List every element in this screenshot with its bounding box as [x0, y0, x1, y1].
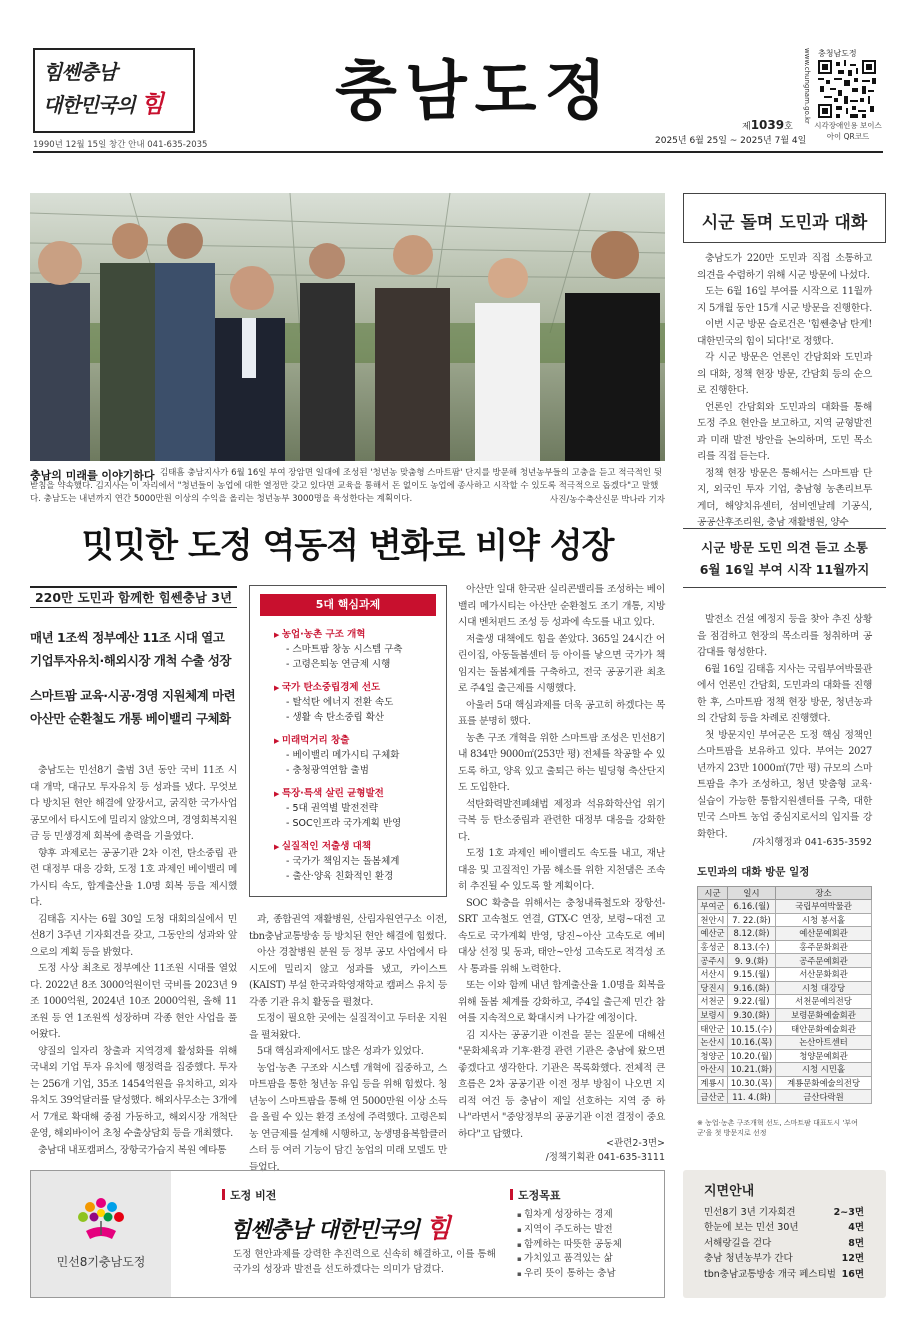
list-item: ▪ 함께하는 따뜻한 공동체 — [517, 1238, 622, 1253]
toc-item[interactable]: 한눈에 보는 민선 30년 4면 — [704, 1222, 864, 1234]
table-cell: 홍성군 — [698, 940, 728, 954]
table-cell: 천안시 — [698, 913, 728, 927]
sidebar-contact: /자치행정과 041-635-3592 — [752, 837, 872, 848]
core-tasks-box — [249, 585, 447, 897]
article-column-2: 과, 종합권역 재활병원, 산림자원연구소 이전, tbn충남교통방송 등 방치된 현안 해결에 힘썼다. 아산 경찰병원 분원 등 정부 공모 사업에서 타시도에 밀리지 않고 성과를 냈고, 카이스트(KAIST) 부설 한국과학영재학교 캠퍼스 유치 등 각종 기관 유치 활동을 펼쳤다. 도정이 필요한 곳에는 실질적이고 두터운 지원을 펼쳐왔다. 5대 핵심과제에서도 많은 성과가 있었다. 농업·농촌 구조와 시스템 개혁에 집중하고, 스마트팜을 통한 청년농 유입 등을 위해 힘썼다. 청년농이 스마트팜을 통해 연 5000만원 이상 소득을 올릴 수 있는 환경 조성에 주력했다. 고령은퇴농 연금제를 설계해 시행하고, 농생명융복합클러스터 등 여러 기능이 담긴 농업의 미래 모델도 만들었다. — [249, 914, 447, 1173]
task-group: ▶ 농업·농촌 구조 개혁 - 스마트팜 창농 시스템 구축 - 고령은퇴농 연금제 시행 — [274, 628, 402, 672]
article-contact: <관련2-3면> /정책기획관 041-635-3111 — [545, 1138, 665, 1163]
task-group: ▶ 미래먹거리 창출 - 베이밸리 메가시티 구체화 - 충청광역연합 출범 — [274, 734, 399, 778]
table-row — [698, 913, 872, 927]
table-cell: 예산군 — [698, 927, 728, 941]
masthead-divider — [33, 151, 883, 153]
table-cell: 태안문화예술회관 — [776, 1022, 872, 1036]
table-cell: 서산시 — [698, 967, 728, 981]
table-cell: 서산문화회관 — [776, 967, 872, 981]
table-row — [698, 981, 872, 995]
schedule-title: 도민과의 대화 방문 일정 — [697, 866, 810, 878]
subhead-2: 스마트팜 교육·시공·경영 지원체계 마련 아산만 순환철도 개통 베이밸리 구체화 — [30, 688, 236, 726]
table-cell: 8.12.(화) — [728, 927, 776, 941]
table-row — [698, 1049, 872, 1063]
vision-heading: 도정 비전 — [222, 1187, 276, 1203]
table-cell: 10.30.(목) — [728, 1076, 776, 1090]
sidebar-subhead: 시군 방문 도민 의견 듣고 소통 6월 16일 부여 시작 11월까지 — [683, 528, 886, 588]
list-item: ▪ 지역이 주도하는 발전 — [517, 1223, 622, 1238]
toc-list — [704, 1205, 864, 1282]
schedule-table — [697, 886, 872, 1104]
table-cell: 논산시 — [698, 1035, 728, 1049]
task-group: ▶ 국가 탄소중립경제 선도 - 탈석탄 에너지 전환 속도 - 생활 속 탄소중립 확산 — [274, 681, 393, 725]
table-cell: 9.22.(월) — [728, 995, 776, 1009]
list-item: ▪ 힘차게 성장하는 경제 — [517, 1208, 622, 1223]
sidebar-text-1: 충남도가 220만 도민과 직접 소통하고 의견을 수렴하기 위해 시군 방문에 나섰다. 도는 6월 16일 부여를 시작으로 11월까지 5개월 동안 15개 시군 방문을 진행한다. 이번 시군 방문 슬로건은 '힘쎈충남 탄게! 대한민국의 힘이 되다!'로 정했다. 각 시군 방문은 언론인 간담회와 도민과의 대화, 정책 현장 방문, 간담회 등의 순으로 진행한다. 언론인 간담회와 도민과의 대화를 통해 도정 주요 현안을 보고하고, 지역 균형발전과 미래 발전 방안을 논의하며, 도민 목소리를 직접 듣는다. 정책 현장 방문은 통해서는 스마트팜 단지, 외국인 투자 기업, 충남형 농촌리브투게더, 해양치유센터, 섬비엔날레 기공식, 공공산후조리원, 충남 재활병원, 양수 — [697, 253, 872, 528]
table-cell: 금산다락원 — [776, 1090, 872, 1104]
greenhouse-photo — [30, 193, 665, 461]
article-column-3: 아산만 일대 한국판 실리콘밸리를 조성하는 베이밸리 메가시티는 아산만 순환철도 조기 개통, 지방시대 벤처펀드 조성 등 성과에 속도를 내고 있다. 저출생 대책에도 힘을 쏟았다. 365일 24시간 어린이집, 아동돌봄센터 등 아이를 낳으면 국가가 책임지는 돌봄체계를 구축하고, 전국 공공기관 최초로 주4일 출근제를 시행했다. 아울러 5대 핵심과제를 더욱 공고히 하겠다는 목표를 분명히 했다. 농촌 구조 개혁을 위한 스마트팜 조성은 민선8기 내 834만 9000㎡(253만 평) 전체를 착공할 수 있도록 하고, 양육 있고 출퇴근 하는 빌딩형 축산단지도 도입한다. 석탄화력발전폐쇄법 제정과 석유화학산업 위기극복 등 탄소중립과 관련한 대정부 대응을 강화한다. 도정 1호 과제인 베이밸리도 속도를 내고, 재난 대응 및 고질적인 가뭄 해소를 위한 지천댐은 조속히 추진될 수 있도록 할 계획이다. SOC 확충을 위해서는 충청내륙철도와 장항선-SRT 고속철도 연결, GTX-C 연장, 보령~대전 고속도로 국가계획 반영, 당진~아산 고속도로 예비 대상 선정 및 동과, 태안~안성 고속도로 적격성 조사 통과를 위해 노력한다. 또는 이와 함께 내년 합계출산율 1.0명을 회복을 위해 돌봄 체계를 강화하고, 주4일 출근제 민간 참여를 지속적으로 확대시켜 나가갈 예정이다. 김 지사는 공공기관 이전을 묻는 질문에 대해선 "문화체육과 기후·환경 관련 기관은 충남에 왔으면 좋겠다고 생각한다. 기관은 목록화했다. 전체적 큰 흐름은 2차 공공기관 이전 정부 방침이 나오면 지리적 여건 등 충남이 제일 선호하는 지역 중 하나"라면서 "중앙정부의 공공기관 이전 결정이 중요하다"고 답했다. — [458, 584, 665, 1140]
slogan-line1: 힘쎈충남 — [43, 60, 117, 84]
founding-info: 1990년 12월 15일 창간 안내 041-635-2035 — [33, 140, 208, 150]
table-cell: 계룡시 — [698, 1076, 728, 1090]
toc-item[interactable]: tbn충남교통방송 개국 페스티벌 16면 — [704, 1268, 864, 1280]
table-cell: 당진시 — [698, 981, 728, 995]
table-row — [698, 967, 872, 981]
table-cell: 태안군 — [698, 1022, 728, 1036]
slogan-box — [33, 48, 195, 133]
table-cell: 시청 시민홀 — [776, 1063, 872, 1077]
table-cell: 서천문예의전당 — [776, 995, 872, 1009]
table-row — [698, 995, 872, 1009]
table-cell: 공주문예회관 — [776, 954, 872, 968]
table-cell: 국립부여박물관 — [776, 900, 872, 914]
table-cell: 논산아트센터 — [776, 1035, 872, 1049]
table-row — [698, 900, 872, 914]
table-cell: 10.16.(목) — [728, 1035, 776, 1049]
issue-number: 제1039호 — [742, 118, 793, 132]
table-cell: 청양문예회관 — [776, 1049, 872, 1063]
vision-slogan: 힘쎈충남 대한민국의 힘 — [230, 1214, 450, 1244]
list-item: ▪ 우리 뜻이 통하는 충남 — [517, 1267, 622, 1282]
toc-item[interactable]: 충남 청년농부가 간다 12면 — [704, 1253, 864, 1265]
table-cell: 6.16.(월) — [728, 900, 776, 914]
table-row — [698, 940, 872, 954]
table-cell: 공주시 — [698, 954, 728, 968]
table-cell: 10.20.(월) — [728, 1049, 776, 1063]
schedule-header-row: 시군 일시 장소 — [698, 887, 872, 900]
table-cell: 7. 22.(화) — [728, 913, 776, 927]
photo-credit: 사진/농수축산신문 박나라 기자 — [549, 495, 665, 505]
table-cell: 9.30.(화) — [728, 1008, 776, 1022]
table-row — [698, 1090, 872, 1104]
table-cell: 금산군 — [698, 1090, 728, 1104]
table-cell: 보령시 — [698, 1008, 728, 1022]
schedule-note: ※ 농업·농촌 구조개혁 선도, 스마트팜 대표도시 '부여군'을 첫 방문지로 선정 — [697, 1119, 858, 1137]
goals-heading: 도정목표 — [510, 1187, 561, 1203]
sub-headline-box: 220만 도민과 함께한 힘쎈충남 3년 — [30, 586, 237, 608]
table-cell: 8.13.(수) — [728, 940, 776, 954]
table-cell: 11. 4.(화) — [728, 1090, 776, 1104]
photo-caption: 김태흠 충남지사가 6월 16일 부여 장암면 일대에 조성된 '청년농 맞춤형 스마트팜' 단지를 방문해 청년농부들의 고충을 듣고 적극적인 뒷받침을 약속했다. 김지사는 이 자리에서 "청년들이 농업에 대한 열정만 갖고 있다면 교육을 통해서 돈 없이도 농업에 종사하고 시작할 수 있도록 적극적으로 돕겠다"고 말했다. 충남도는 내년까지 연간 5000만원 이상의 수익을 올리는 청년농부 3000명을 육성한다는 계획이다. — [30, 468, 663, 504]
qr-url: www.chungnam.go.kr — [803, 48, 811, 124]
sidebar-title: 시군 돌며 도민과 대화 — [683, 193, 886, 243]
subhead-1: 매년 1조씩 정부예산 11조 시대 열고 기업투자유치·해외시장 개척 수출 성장 — [30, 630, 232, 668]
logo-text: 민선8기충남도정 — [56, 1255, 146, 1269]
vision-description: 도정 현안과제를 강력한 추진력으로 신속히 해결하고, 이를 통해 국가의 성장과 발전을 선도하겠다는 의미가 담겼다. — [233, 1249, 496, 1275]
sidebar-text-2: 발전소 건설 예정지 등을 찾아 추진 상황을 점검하고 현장의 목소리를 청취하며 공감대를 형성한다. 6월 16일 김태흠 지사는 국립부여박물관에서 언론인 간담회, 도민과의 대화를 진행한 후, 스마트팜 정책 현장 방문, 청년농과의 간담회 등을 차례로 진행했다. 첫 방문지인 부여군은 도정 핵심 정책인 스마트팜을 보유하고 있다. 부여는 2027년까지 23만 1000㎡(7만 평) 규모의 스마트팜을 추가 조성하고, 청년 맞춤형 교육·실습이 가능한 통합지원센터를 구축, 대한민국 스마트 농업 중심지로서의 입지를 강화한다. — [697, 614, 872, 840]
table-cell: 10.15.(수) — [728, 1022, 776, 1036]
table-row — [698, 1076, 872, 1090]
table-row — [698, 1063, 872, 1077]
paper-title: 충남도정 — [335, 55, 615, 129]
task-group: ▶ 실질적인 저출생 대책 - 국가가 책임지는 돌봄체계 - 출산·양육 친화적인 환경 — [274, 840, 399, 884]
flower-logo-icon — [66, 1195, 136, 1245]
table-row — [698, 954, 872, 968]
main-headline: 밋밋한 도정 역동적 변화로 비약 성장 — [81, 526, 614, 566]
table-cell: 홍주문화회관 — [776, 940, 872, 954]
list-item: ▪ 가치있고 품격있는 삶 — [517, 1252, 622, 1267]
core-tasks-title: 5대 핵심과제 — [260, 594, 436, 616]
table-row — [698, 927, 872, 941]
table-cell: 10.21.(화) — [728, 1063, 776, 1077]
table-cell: 시청 봉서홀 — [776, 913, 872, 927]
table-cell: 보령문화예술회관 — [776, 1008, 872, 1022]
table-cell: 부여군 — [698, 900, 728, 914]
table-cell: 9.16.(화) — [728, 981, 776, 995]
table-cell: 서천군 — [698, 995, 728, 1009]
table-cell: 9.15.(월) — [728, 967, 776, 981]
qr-label: 충청남도정 — [818, 49, 857, 58]
toc-title: 지면안내 — [704, 1184, 755, 1199]
toc-item[interactable]: 서해랑길을 걷다 8면 — [704, 1237, 864, 1249]
table-cell: 9. 9.(화) — [728, 954, 776, 968]
table-row — [698, 1008, 872, 1022]
issue-date: 2025년 6월 25일 ~ 2025년 7월 4일 — [655, 136, 807, 146]
slogan-line2: 대한민국의 힘 — [43, 90, 163, 118]
table-cell: 시청 대강당 — [776, 981, 872, 995]
qr-caption: 시각장애인용 보이스아이 QR코드 — [814, 121, 882, 141]
table-cell: 예산문예회관 — [776, 927, 872, 941]
task-group: ▶ 특장·특색 살린 균형발전 - 5대 권역별 발전전략 - SOC인프라 국가계획 반영 — [274, 787, 401, 831]
table-cell: 아산시 — [698, 1063, 728, 1077]
article-column-1: 충남도는 민선8기 출범 3년 동안 국비 11조 시대 개막, 대규모 투자유치 등 성과를 냈다. 무엇보다 방치된 현안 해결에 앞장서고, 굵직한 국가사업 공모에서 타시도에 밀리지 않았으며, 경영회복지원금 등 민생경제 회복에 총력을 기울였다. 향후 과제로는 공공기관 2차 이전, 탄소중립 관련 대정부 대응 강화, 도정 1호 과제인 베이밸리 메가시티 속도, 합계출산율 1.0명 회복 등을 제시했다. 김태흠 지사는 6월 30일 도청 대회의실에서 민선8기 3주년 기자회견을 갖고, 그동안의 성과와 앞으로의 계획 등을 밝혔다. 도정 사상 최초로 정부예산 11조원 시대를 열었다. 2022년 8조 3000억원이던 국비를 2023년 9조 1000억원, 2024년 10조 2000억원, 올해 11조원 등 연 1조원씩 성장하며 각종 현안 사업을 풀어왔다. 양질의 일자리 창출과 지역경제 활성화를 위해 국내외 기업 투자 유치에 행정력을 집중했다. 투자는 256개 기업, 35조 1454억원을 유치하고, 외자유치도 39억달러를 달성했다. 해외사무소는 3개에서 7개로 확대해 중점 가동하고, 해외시장 개척단 운영, 해외바이어 초청 수출상담회 등을 개최했다. 충남대 내포캠퍼스, 장항국가습지 복원 예타통 — [30, 765, 237, 1156]
qr-code-icon[interactable] — [818, 60, 876, 118]
table-cell: 청양군 — [698, 1049, 728, 1063]
toc-item[interactable]: 민선8기 3년 기자회견 2~3면 — [704, 1207, 864, 1218]
goals-list — [517, 1208, 622, 1282]
table-row — [698, 1022, 872, 1036]
photo-caption-title: 충남의 미래를 이야기하다 — [30, 469, 155, 482]
table-cell: 계룡문화예술의전당 — [776, 1076, 872, 1090]
table-row — [698, 1035, 872, 1049]
